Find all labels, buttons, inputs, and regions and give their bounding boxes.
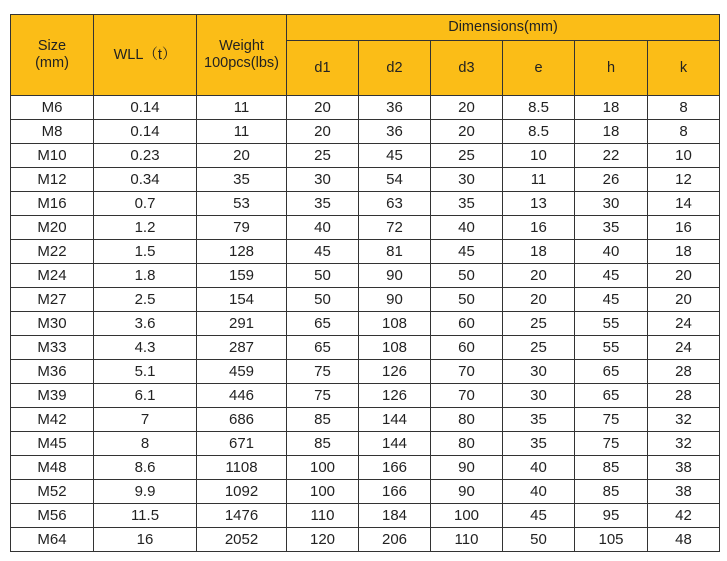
cell-wll: 1.5 [94,240,197,264]
cell-weight: 79 [197,216,287,240]
cell-e: 45 [503,504,575,528]
cell-d2: 206 [359,528,431,552]
header-weight-line2: 100pcs(lbs) [204,55,279,71]
cell-size: M45 [11,432,94,456]
table-row [11,192,720,216]
cell-size: M27 [11,288,94,312]
header-size [11,15,94,96]
specification-table [10,14,720,552]
cell-k: 32 [648,432,720,456]
cell-weight: 20 [197,144,287,168]
cell-d1: 20 [287,96,359,120]
cell-d3: 80 [431,432,503,456]
table-body [11,96,720,552]
cell-h: 18 [575,120,648,144]
cell-d1: 120 [287,528,359,552]
cell-k: 42 [648,504,720,528]
cell-wll: 7 [94,408,197,432]
cell-wll: 3.6 [94,312,197,336]
cell-weight: 671 [197,432,287,456]
cell-d2: 166 [359,480,431,504]
cell-weight: 1476 [197,504,287,528]
cell-size: M6 [11,96,94,120]
cell-wll: 0.14 [94,96,197,120]
cell-h: 26 [575,168,648,192]
cell-h: 95 [575,504,648,528]
cell-weight: 287 [197,336,287,360]
cell-h: 45 [575,288,648,312]
cell-k: 12 [648,168,720,192]
cell-h: 85 [575,480,648,504]
cell-h: 30 [575,192,648,216]
cell-weight: 2052 [197,528,287,552]
table-row [11,96,720,120]
cell-e: 18 [503,240,575,264]
cell-wll: 2.5 [94,288,197,312]
cell-wll: 0.34 [94,168,197,192]
cell-size: M33 [11,336,94,360]
cell-e: 40 [503,456,575,480]
cell-h: 18 [575,96,648,120]
cell-size: M56 [11,504,94,528]
cell-d3: 50 [431,264,503,288]
cell-d1: 85 [287,408,359,432]
cell-d2: 144 [359,408,431,432]
cell-e: 25 [503,336,575,360]
cell-weight: 159 [197,264,287,288]
cell-d1: 100 [287,480,359,504]
cell-wll: 4.3 [94,336,197,360]
cell-d1: 65 [287,312,359,336]
cell-d2: 126 [359,384,431,408]
cell-k: 38 [648,480,720,504]
cell-weight: 11 [197,120,287,144]
cell-d3: 80 [431,408,503,432]
cell-d1: 65 [287,336,359,360]
cell-d3: 25 [431,144,503,168]
cell-d3: 60 [431,336,503,360]
cell-k: 20 [648,288,720,312]
cell-e: 20 [503,264,575,288]
cell-k: 8 [648,120,720,144]
cell-d3: 110 [431,528,503,552]
header-wll: WLL（t） [94,15,197,96]
cell-wll: 0.7 [94,192,197,216]
cell-d2: 184 [359,504,431,528]
cell-weight: 154 [197,288,287,312]
cell-d3: 40 [431,216,503,240]
cell-d2: 126 [359,360,431,384]
cell-h: 105 [575,528,648,552]
cell-d3: 70 [431,360,503,384]
table-row [11,384,720,408]
cell-k: 24 [648,312,720,336]
cell-weight: 1092 [197,480,287,504]
cell-wll: 0.14 [94,120,197,144]
cell-d3: 90 [431,456,503,480]
cell-size: M64 [11,528,94,552]
cell-h: 45 [575,264,648,288]
cell-d2: 45 [359,144,431,168]
cell-d2: 90 [359,288,431,312]
table-row [11,312,720,336]
cell-wll: 8 [94,432,197,456]
cell-d3: 90 [431,480,503,504]
cell-weight: 446 [197,384,287,408]
header-weight [197,15,287,96]
cell-h: 35 [575,216,648,240]
cell-size: M48 [11,456,94,480]
cell-k: 32 [648,408,720,432]
header-h: h [575,41,648,96]
cell-d3: 35 [431,192,503,216]
cell-d2: 54 [359,168,431,192]
table-row [11,264,720,288]
cell-k: 14 [648,192,720,216]
cell-weight: 11 [197,96,287,120]
cell-e: 13 [503,192,575,216]
cell-size: M10 [11,144,94,168]
cell-h: 85 [575,456,648,480]
cell-weight: 35 [197,168,287,192]
cell-k: 28 [648,384,720,408]
cell-weight: 1108 [197,456,287,480]
cell-d3: 60 [431,312,503,336]
cell-e: 35 [503,408,575,432]
cell-weight: 459 [197,360,287,384]
cell-e: 10 [503,144,575,168]
cell-d1: 100 [287,456,359,480]
cell-wll: 0.23 [94,144,197,168]
cell-e: 35 [503,432,575,456]
cell-d2: 108 [359,312,431,336]
table-row [11,144,720,168]
cell-e: 20 [503,288,575,312]
cell-d1: 75 [287,360,359,384]
cell-wll: 9.9 [94,480,197,504]
cell-d1: 75 [287,384,359,408]
cell-weight: 128 [197,240,287,264]
header-size-line2: (mm) [35,55,69,71]
cell-h: 75 [575,408,648,432]
cell-wll: 11.5 [94,504,197,528]
cell-e: 30 [503,360,575,384]
table-row [11,360,720,384]
cell-d1: 40 [287,216,359,240]
cell-h: 55 [575,336,648,360]
table-row [11,480,720,504]
cell-d2: 81 [359,240,431,264]
cell-h: 22 [575,144,648,168]
cell-size: M52 [11,480,94,504]
cell-h: 55 [575,312,648,336]
header-d1: d1 [287,41,359,96]
cell-d1: 85 [287,432,359,456]
cell-size: M8 [11,120,94,144]
cell-size: M42 [11,408,94,432]
cell-weight: 291 [197,312,287,336]
cell-wll: 8.6 [94,456,197,480]
cell-k: 18 [648,240,720,264]
cell-size: M12 [11,168,94,192]
cell-d1: 110 [287,504,359,528]
cell-weight: 53 [197,192,287,216]
cell-size: M24 [11,264,94,288]
cell-d2: 72 [359,216,431,240]
cell-d3: 50 [431,288,503,312]
cell-d1: 25 [287,144,359,168]
cell-k: 10 [648,144,720,168]
cell-k: 16 [648,216,720,240]
header-k: k [648,41,720,96]
header-d3: d3 [431,41,503,96]
cell-d1: 30 [287,168,359,192]
cell-d3: 45 [431,240,503,264]
cell-d2: 108 [359,336,431,360]
cell-wll: 1.8 [94,264,197,288]
table-row [11,456,720,480]
cell-k: 8 [648,96,720,120]
cell-e: 25 [503,312,575,336]
table-row [11,240,720,264]
cell-size: M22 [11,240,94,264]
cell-size: M16 [11,192,94,216]
table-header [11,15,720,96]
cell-k: 38 [648,456,720,480]
cell-h: 75 [575,432,648,456]
cell-k: 20 [648,264,720,288]
cell-e: 50 [503,528,575,552]
table-row [11,336,720,360]
cell-h: 65 [575,384,648,408]
cell-k: 24 [648,336,720,360]
table-row [11,288,720,312]
table-row [11,408,720,432]
cell-size: M30 [11,312,94,336]
cell-size: M36 [11,360,94,384]
cell-d3: 20 [431,120,503,144]
cell-e: 11 [503,168,575,192]
cell-d3: 30 [431,168,503,192]
cell-e: 16 [503,216,575,240]
header-dimensions: Dimensions(mm) [287,15,720,41]
cell-d2: 144 [359,432,431,456]
cell-d1: 50 [287,264,359,288]
table-row [11,504,720,528]
cell-d2: 63 [359,192,431,216]
cell-size: M20 [11,216,94,240]
cell-d1: 35 [287,192,359,216]
cell-e: 40 [503,480,575,504]
cell-d2: 90 [359,264,431,288]
cell-k: 48 [648,528,720,552]
cell-d3: 100 [431,504,503,528]
table-row [11,120,720,144]
cell-weight: 686 [197,408,287,432]
cell-d2: 166 [359,456,431,480]
table-row [11,432,720,456]
cell-k: 28 [648,360,720,384]
cell-wll: 6.1 [94,384,197,408]
cell-d1: 50 [287,288,359,312]
cell-d3: 70 [431,384,503,408]
cell-d1: 45 [287,240,359,264]
cell-e: 8.5 [503,96,575,120]
cell-h: 40 [575,240,648,264]
cell-wll: 5.1 [94,360,197,384]
cell-h: 65 [575,360,648,384]
cell-wll: 16 [94,528,197,552]
cell-size: M39 [11,384,94,408]
header-d2: d2 [359,41,431,96]
cell-d2: 36 [359,120,431,144]
header-weight-line1: Weight [219,38,264,54]
table-row [11,216,720,240]
cell-d3: 20 [431,96,503,120]
header-size-line1: Size [37,38,67,54]
header-e: e [503,41,575,96]
cell-e: 8.5 [503,120,575,144]
cell-d2: 36 [359,96,431,120]
table-row [11,528,720,552]
cell-d1: 20 [287,120,359,144]
table-row [11,168,720,192]
cell-e: 30 [503,384,575,408]
cell-wll: 1.2 [94,216,197,240]
